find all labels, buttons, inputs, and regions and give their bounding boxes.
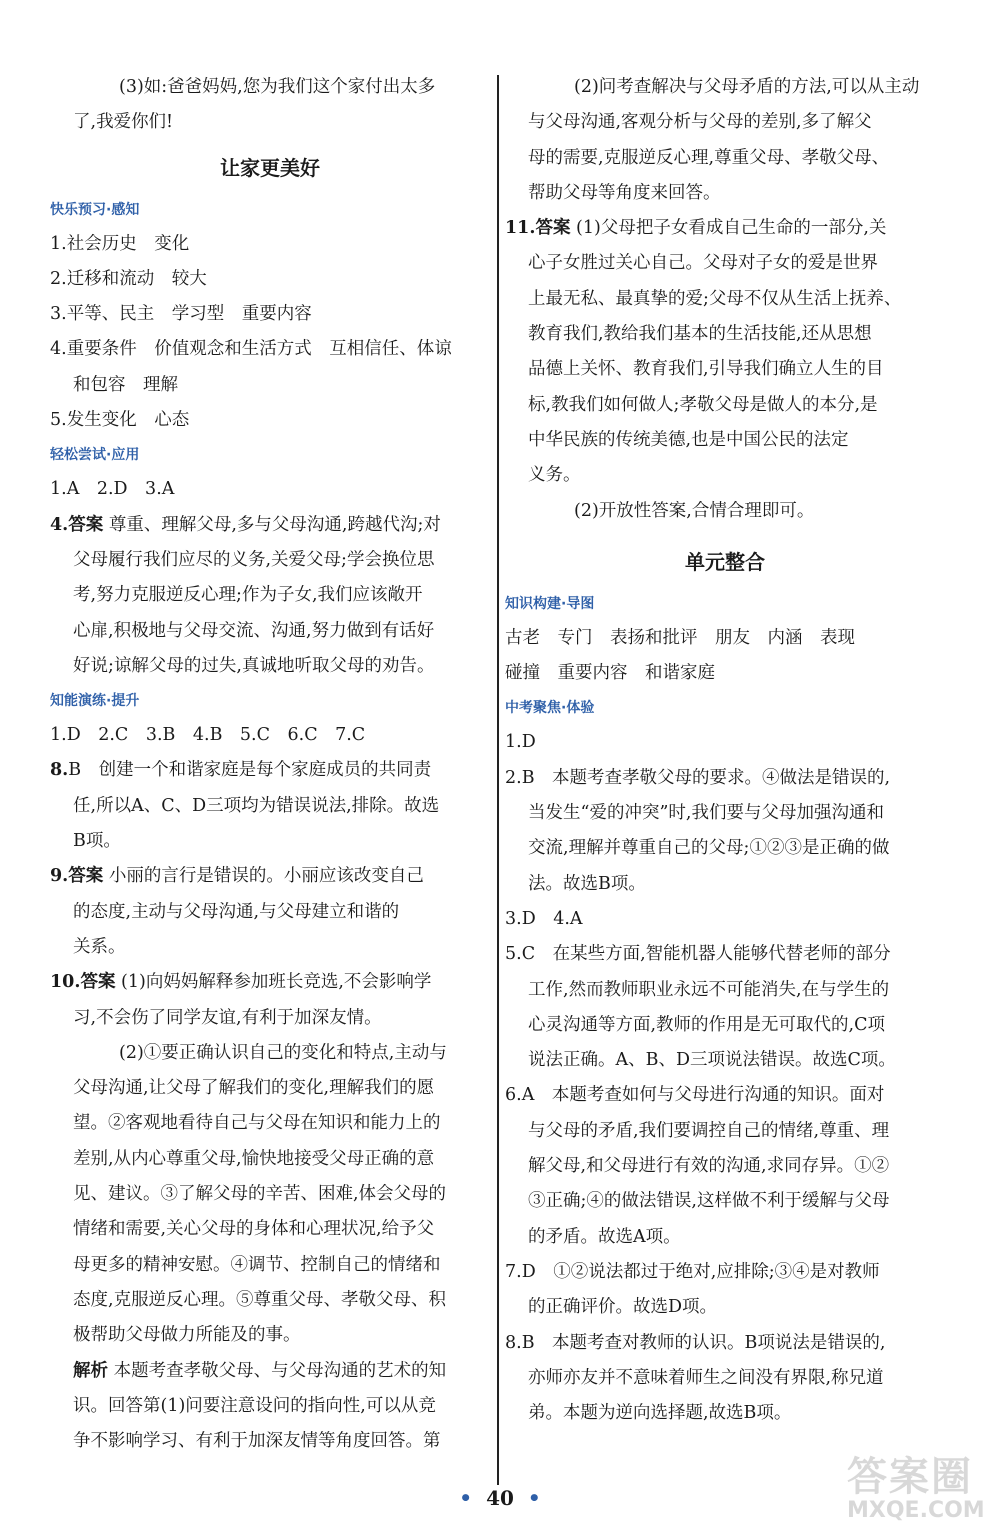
section-knowledge-title: 知识构建·导图: [505, 595, 595, 612]
watermark-line2: MXQE.COM: [847, 1498, 985, 1523]
answer-tag: 答案: [68, 866, 104, 887]
answer-line: 亦师亦友并不意味着师生之间没有界限,称兄道: [528, 1367, 884, 1388]
q-number: 11.: [505, 218, 536, 239]
question-10: [50, 965, 490, 1000]
intro-q3-line: (3)如:爸爸妈妈,您为我们这个家付出太多: [119, 77, 436, 97]
answer-text: 小丽的言行是错误的。小丽应该改变自己: [108, 866, 424, 887]
answer-line: 的矛盾。故选A项。: [528, 1226, 681, 1247]
analysis-text: 本题考查孝敬父母、与父母沟通的艺术的知: [113, 1360, 447, 1381]
answer-line: 和包容 理解: [73, 374, 178, 395]
analysis-line: 识。回答第(1)问要注意设问的指向性,可以从竞: [73, 1395, 436, 1416]
answer-text: 尊重、理解父母,多与父母沟通,跨越代沟;对: [108, 514, 441, 535]
answer-line: 心灵沟通等方面,教师的作用是无可取代的,C项: [528, 1014, 886, 1035]
answer-line: (2)开放性答案,合情合理即可。: [574, 500, 815, 521]
answer-line: 的态度,主动与父母沟通,与父母建立和谐的: [73, 901, 400, 922]
answer-line: 习,不会伤了同学友谊,有利于加深友情。: [73, 1007, 382, 1028]
section-exam-title: 中考聚焦·体验: [505, 700, 595, 717]
answer-line: 3.平等、民主 学习型 重要内容: [50, 304, 312, 325]
answer-line: 8.B 本题考查对教师的认识。B项说法是错误的,: [505, 1332, 886, 1353]
answer-line: 与父母沟通,客观分析与父母的差别,多了解父: [528, 112, 872, 133]
analysis-tag: 解析: [73, 1360, 108, 1381]
question-4: [50, 508, 490, 543]
answer-line: 父母履行我们应尽的义务,关爱父母;学会换位思: [73, 549, 435, 570]
answer-line: 交流,理解并尊重自己的父母;①②③是正确的做: [528, 838, 890, 859]
answer-line: 中华民族的传统美德,也是中国公民的法定: [528, 429, 849, 450]
answer-line: 母更多的精神安慰。④调节、控制自己的情绪和: [73, 1254, 441, 1275]
answer-line: 心子女胜过关心自己。父母对子女的爱是世界: [528, 253, 878, 274]
answer-line: 的正确评价。故选D项。: [528, 1297, 718, 1318]
answer-line: 心扉,积极地与父母交流、沟通,努力做到有话好: [73, 620, 435, 641]
q-number: 4.: [50, 514, 69, 535]
answer-tag: 答案: [68, 514, 104, 535]
answer-line: 任,所以A、C、D三项均为错误说法,排除。故选: [73, 795, 440, 816]
answer-line: 说法正确。A、B、D三项说法错误。故选C项。: [528, 1050, 896, 1071]
answer-line: 2.迁移和流动 较大: [50, 268, 207, 289]
answer-line: 望。②客观地看待自己与父母在知识和能力上的: [73, 1113, 441, 1134]
answer-line: 见、建议。③了解父母的辛苦、困难,体会父母的: [73, 1184, 447, 1205]
section-practice-title: 知能演练·提升: [50, 693, 140, 710]
answer-line: 3.D 4.A: [505, 908, 583, 929]
answer-line: 情绪和需要,关心父母的身体和心理状况,给予父: [73, 1219, 435, 1240]
answer-line: 1.社会历史 变化: [50, 233, 190, 254]
answer-tag: 答案: [80, 972, 116, 993]
q-number: 9.: [50, 866, 69, 887]
answer-line: 态度,克服逆反心理。⑤尊重父母、孝敬父母、积: [73, 1289, 447, 1310]
answer-line: (2)①要正确认识自己的变化和特点,主动与: [119, 1042, 447, 1063]
answer-line: 古老 专门 表扬和批评 朋友 内涵 表现: [505, 627, 855, 648]
analysis: [50, 1354, 490, 1389]
answer-line: 5.C 在某些方面,智能机器人能够代替老师的部分: [505, 944, 891, 965]
q-number: 10.: [50, 972, 81, 993]
answer-line: 差别,从内心尊重父母,愉快地接受父母正确的意: [73, 1148, 435, 1169]
answer-text: B 创建一个和谐家庭是每个家庭成员的共同责: [68, 760, 432, 781]
watermark-logo: [847, 1456, 992, 1530]
answer-line: 与父母的矛盾,我们要调控自己的情绪,尊重、理: [528, 1120, 890, 1141]
answer-line: (2)问考查解决与父母矛盾的方法,可以从主动: [574, 77, 920, 97]
answer-tag: 答案: [535, 218, 571, 239]
answer-line: 1.A 2.D 3.A: [50, 479, 175, 500]
answer-line: 2.B 本题考查孝敬父母的要求。④做法是错误的,: [505, 767, 891, 788]
intro-q3-line: 了,我爱你们!: [73, 112, 174, 133]
answer-line: 4.重要条件 价值观念和生活方式 互相信任、体谅: [50, 339, 452, 360]
answer-line: 义务。: [528, 465, 581, 486]
answer-line: 帮助父母等角度来回答。: [528, 182, 721, 203]
answer-line: 关系。: [73, 936, 126, 957]
answer-line: 5.发生变化 心态: [50, 410, 190, 431]
answer-line: ③正确;④的做法错误,这样做不利于缓解与父母: [528, 1191, 890, 1212]
answer-line: B项。: [73, 831, 121, 852]
answer-line: 好说;谅解父母的过失,真诚地听取父母的劝告。: [73, 655, 435, 676]
watermark-line1: 答案圈: [847, 1454, 973, 1500]
left-column: [50, 70, 490, 1459]
answer-text: (1)向妈妈解释参加班长竞选,不会影响学: [121, 972, 432, 993]
answer-line: 法。故选B项。: [528, 873, 646, 894]
analysis-line: 争不影响学习、有利于加深友情等角度回答。第: [73, 1431, 441, 1452]
answer-line: 品德上关怀、教育我们,引导我们确立人生的目: [528, 359, 884, 380]
right-column: [505, 70, 945, 1431]
section-heading-unit: 单元整合: [685, 549, 765, 574]
answer-line: 上最无私、最真挚的爱;父母不仅从生活上抚养、: [528, 288, 902, 309]
answer-line: 7.D ①②说法都过于绝对,应排除;③④是对教师: [505, 1261, 880, 1282]
answer-line: 碰撞 重要内容 和谐家庭: [505, 663, 715, 684]
answer-line: 母的需要,克服逆反心理,尊重父母、孝敬父母、: [528, 147, 890, 168]
answer-text: (1)父母把子女看成自己生命的一部分,关: [576, 218, 887, 239]
page-number-value: 40: [486, 1486, 514, 1510]
answer-line: 当发生“爱的冲突”时,我们要与父母加强沟通和: [528, 803, 884, 824]
answer-line: 工作,然而教师职业永远不可能消失,在与学生的: [528, 979, 890, 1000]
page-dot-icon: •: [527, 1486, 541, 1510]
answer-line: 弟。本题为逆向选择题,故选B项。: [528, 1403, 792, 1424]
answer-line: 6.A 本题考查如何与父母进行沟通的知识。面对: [505, 1085, 885, 1106]
answer-line: 1.D 2.C 3.B 4.B 5.C 6.C 7.C: [50, 725, 366, 746]
answer-line: 标,教我们如何做人;孝敬父母是做人的本分,是: [528, 394, 878, 415]
answer-line: 教育我们,教给我们基本的生活技能,还从思想: [528, 324, 872, 345]
q-number: 8.: [50, 760, 69, 781]
answer-line: 1.D: [505, 732, 536, 753]
question-11: [505, 211, 945, 246]
question-8: [50, 753, 490, 788]
column-divider: [497, 75, 499, 1485]
answer-line: 父母沟通,让父母了解我们的变化,理解我们的愿: [73, 1078, 435, 1099]
section-preview-title: 快乐预习·感知: [50, 201, 140, 218]
answer-line: 解父母,和父母进行有效的沟通,求同存异。①②: [528, 1156, 890, 1177]
question-9: [50, 859, 490, 894]
page-dot-icon: •: [459, 1486, 473, 1510]
section-heading-family: 让家更美好: [220, 155, 320, 180]
answer-line: 极帮助父母做力所能及的事。: [73, 1325, 301, 1346]
section-try-title: 轻松尝试·应用: [50, 447, 140, 464]
answer-line: 考,努力克服逆反心理;作为子女,我们应该敞开: [73, 585, 423, 606]
